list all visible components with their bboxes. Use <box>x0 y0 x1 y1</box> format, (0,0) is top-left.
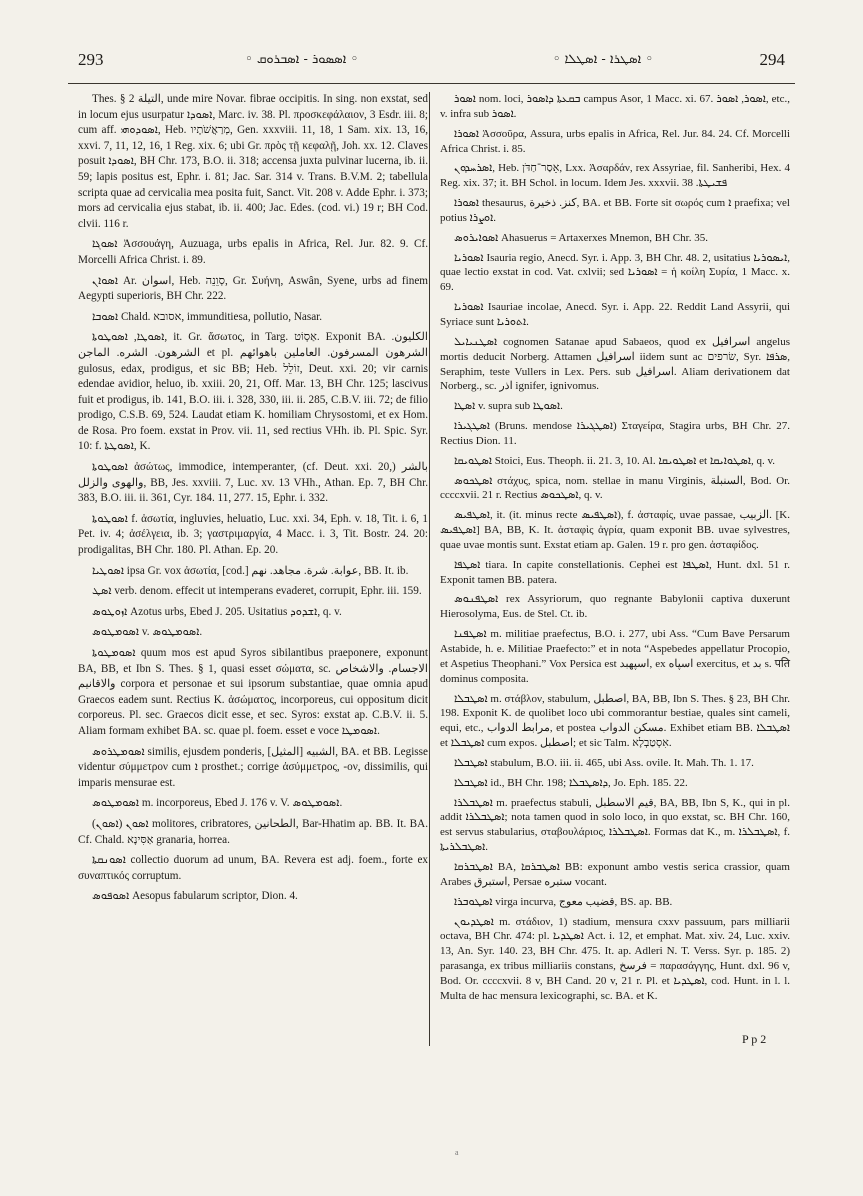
dictionary-entry: ܐܣܘܐܝܪܘܣ Ahasuerus = Artaxerxes Mnemon, BH Chr. 35. <box>454 231 708 244</box>
dictionary-entry: ܐܣܘܡܛܘܣ v. ܐܣܘܡܛܘܣ. <box>92 626 203 639</box>
left-page-number: 293 <box>78 50 104 69</box>
dictionary-entry: ܐܣܘܪܐ thesaurus, ‏كنز. ذخيرة‏, BA. et BB. Forte sit σωρός cum ܐ praefixa; vel potius ܐܘܨܪܐ. <box>440 197 790 224</box>
header-rule <box>68 83 795 84</box>
right-running-head: ◦ ܐܣܛܪܐ - ܐܣܛܠܐ ◦ <box>552 52 653 67</box>
dictionary-entry: ܐܣܘܛܘܬܐ ἀσώτως, immodice, intemperanter, (cf. Deut. xxi. 20,) ‏بالشر والهوى والزلل‏, BB, Jes. xxviii. 7, Luc. xv. 13 VHh., Athan. Ep. 7, BH Chr. 383, B.O. iii. ii. 361, Cyr. 184. 11, 277. 15, Ephr. i. 332. <box>78 461 428 505</box>
dictionary-entry: ܐܣܘܓܐ Ἀσσουάγη, Auzuaga, urbs epalis in Africa, Rel. Jur. 82. 9. Cf. Morcelli Africa Christ. i. 89. <box>78 238 428 266</box>
dictionary-entry: ܐܣܘܡܛܪܘܣ similis, ejusdem ponderis, ‏الشبيه‏ [‏المثيل‏], BA. et BB. Legisse videntur σύμμετρον cum ܐ prosthet.; corrige ἀσύμμετρος, -ον, dissimilis, qui imparis mensurae est. <box>78 745 428 789</box>
dictionary-entry: ܐܣܘܡܛܘܣ m. incorporeus, Ebed J. 176 v. V. ܐܣܘܡܛܘܣ. <box>92 797 343 810</box>
dictionary-entry: ܐܣܛܢܝܐܝܠ cognomen Satanae apud Sabaeos, quod ex ‏اسرافيل‏ angelus mortis deducit Norberg. Attamen ‏اسرافيل‏ iidem sunt ac ‏שׂרפים‏, Syr. ܣܪܦܐ, Seraphim, teste Vullers in Lex. Pers. sub ‏اسرافيل‏. Aliam derivationem dat Norberg., sc. ‏اذر‏ ignifer, ignivomus. <box>440 335 790 393</box>
dictionary-entry: ܐܣܘܐܢ Ar. ‏اسوان‏, Heb. ‏סְוֵנֵה‏, Gr. Συήνη, Aswân, Syene, urbs ad finem Aegypti superioris, BH Chr. 222. <box>78 274 429 303</box>
dictionary-entry: ܐܣܛܦܐ tiara. In capite constellationis. Cephei est ܐܣܛܦܐ, Hunt. dxl. 51 r. Exponit tamen BB. patera. <box>440 558 790 586</box>
dictionary-entry: ܐܣܛܟܘܣ στάχυς, spica, nom. stellae in manu Virginis, ‏السنبلة‏, Bod. Or. ccccxvii. 21 r. Rectius ܐܣܛܟܘܣ, q. v. <box>440 474 791 502</box>
dictionary-entry: ܐܣܘܒܐ Chald. ‏אסובא‏, immunditiesa, pollutio, Nasar. <box>92 310 323 323</box>
dictionary-entry: ܐܙܘܛܘܣ Azotus urbs, Ebed J. 205. Usitatius ܐܫܕܘܕ, q. v. <box>92 605 342 618</box>
dictionary-entry: ܐܣܘܛܝܐ ipsa Gr. vox ἀσωτία, [cod.] ‏عوابة. شرة. مجاهد. نهم‏, BB. It. ib. <box>92 564 409 577</box>
dictionary-entry: ܐܣܛܐ v. supra sub ܐܣܘܛܐ. <box>454 400 563 413</box>
dictionary-entry: ܐܣܛܒܠܐ stabulum, B.O. iii. ii. 465, ubi Ass. ovile. It. Mah. Th. 1. 17. <box>454 756 754 769</box>
dictionary-entry: ܐܣܘܪ nom. loci, ܒܩܥܬܐ ܕܐܣܘܪ campus Asor, 1 Macc. xi. 67. ܐܣܘܪ, ܐܣܘܪ, etc., v. infra sub ܐܣܘܪ. <box>440 93 790 120</box>
right-page-number: 294 <box>759 50 785 69</box>
dictionary-entry: ܐܣܛܘܒܪܐ virga incurva, ‏قضيب معوج‏, BS. ap. BB. <box>454 895 673 908</box>
dictionary-entry: ܐܣܪܚܕܘܢ, Heb. ‏אֵסַר־חַדֹּן‏, Lxx. Ἀσαρδάν, rex Assyriae, fil. Sanheribi, Hex. 4 Reg. xix. 37; it. BH Schol. in locum. Idem Jes. xxxvii. 38 .ܦܫܝܛܬܐ <box>440 162 791 190</box>
left-column <box>78 92 428 910</box>
bottom-mark: a <box>455 1148 459 1157</box>
dictionary-entry: ܐܣܘܡܛܘܬܐ quum mos est apud Syros sibilantibus praeponere, exponunt BA, BB, et Ibn S. Thes. § 1, quasi esset σώματα, sc. ‏الاجسام. والاشخاص والاقانيم‏ corpora et personae et sui ipsorum substantiae, quae omnia apud Graecos eadem sunt. Rectius K. ἀσώματος, incorporeus, cui oppositum dicit corporeus. Pl. sec. Graecos dicit esse, et sec. Syros: exstat ap. C.B.V. ii. 5. Aliam formam exhibet BA. sc. quae pl. foem. esset e voce ܐܣܘܡܛܐ. <box>78 647 428 737</box>
dictionary-entry: ܐܣܛܒܠܐ m. στάβλον, stabulum, ‏اصطبل‏, BA, BB, Ibn S. Thes. § 23, BH Chr. 198. Exponit K. de quolibet loco ubi commorantur bestiae, quales sint cameli, equi, etc., ‏مرابط الدواب‏, et postea ‏مسكن الدواب‏. Exhibet etiam BB. ܐܣܛܒܠܐ et ܐܣܛܒܠܐ cum expos. ‏اصطبل‏; et sic Talm. ‏אִסְטַבְלָא‏. <box>440 692 791 750</box>
dictionary-entry: ܐܣܘܪܐ Ἀσσοῦρα, Assura, urbs epalis in Africa, Rel. Jur. 84. 24. Cf. Morcelli Africa Christ. i. 85. <box>440 127 790 155</box>
dictionary-entry: ܐܣܘܪܝܐ Isauria regio, Anecd. Syr. i. App. 3, BH Chr. 48. 2, usitatius ܐܝܣܘܪܝܐ, quae lectio exstat in cod. Vat. cxlvii; sed ܐܣܘܪܝܐ = ἡ κοίλη Συρία, 1 Macc. x. 69. <box>440 251 790 294</box>
dictionary-entry: ܐܣܘܪܝܐ Isauriae incolae, Anecd. Syr. i. App. 22. Reddit Land Assyrii, qui Syriace sunt ܐܬܘܪܝܐ. <box>440 301 790 328</box>
dictionary-entry: ܐܣܛܒܠܐ id., BH Chr. 198; ܕܐܣܛܒܠܐ, Jo. Eph. 185. 22. <box>454 776 688 789</box>
dictionary-entry: ܐܣܛܦܢܐ m. militiae praefectus, B.O. i. 277, ubi Ass. “Cum Bave Persarum Astabide, h. e. Militiae Praefecto:” et in nota “Aspebedes appellatur Procopio, et Aspetius Theophani.” Vox Persica est ‏اسپهبد‏, ex ‏اسپاه‏ exercitus, et ‏بد‏ s. ‏पति‏ dominus composita. <box>440 628 790 685</box>
dictionary-entry: ܐܣܛܦܢܘܣ rex Assyriorum, quo regnante Babylonii captiva duxerunt Hierosolyma, Eus. de Stel. Ct. ib. <box>440 593 790 621</box>
dictionary-entry: Thes. § 2 ‏التيلة‏, unde mire Novar. fibrae occipitis. In sing. non exstat, sed in locum ejus usurpatur ܐܣܘܕܐ, Marc. iv. 38. Pl. προσκεφάλαιον, 3 Esdr. iii. 8; cum aff. ܐܣܘܕܘܗܝ, Heb. ‏מְרַאֲשֹׁתָיו‏, Gen. xxxviii. 11, 18, 1 Sam. xix. 13, 16, xxvi. 7, 11, 12, 16, 1 Reg. xix. 6; ubi Gr. πρὸς τῇ κεφαλῇ, Joh. xx. 12. Claves posuit ܐܣܘܕܐ, BH Chr. 173, B.O. ii. 318; accensa juxta pulvinar lucerna, ib. ii. 59; lapis positus est, Ephr. i. 81; Jac. Sar. 314 v. Trans. B.V.M. 2; tabellula scripta quae ad cervicalia mea posita fuit, Sanct. Vit. 208 v. Adde Ephr. i. 373; mors ad cervicalia ejus stabat, ib. ii. 400; Jac. Edes. (cod. vi.) 19 r; BH Cod. clvii. 116 r. <box>78 93 428 230</box>
dictionary-entry: ܐܣܘܢܩܬܐ collectio duorum ad unum, BA. Revera est adj. foem., forte ex συναπτικός corruptum. <box>78 854 428 882</box>
dictionary-entry: ܐܣܛܦܝܣ, it. (it. minus recte ܐܣܛܦܝܣ), f. ἀσταφίς, uvae passae, ‏الزبيب‏. [K. ܐܣܛܦܝܣ] BA, BB, K. It. ἀσταφὶς ἀγρία, quam exponit BB. uvae sylvestres, quae uvae montis sunt. Exstat etiam ap. Galen. 19 r. pro gen. ἀσταφίδος. <box>440 509 790 551</box>
dictionary-entry: ܐܣܛܒܠܪܐ m. praefectus stabuli, ‏قيم الاسطبل‏, BA, BB, Ibn S, K., qui in pl. addit ܐܣܛܒܠܪܐ; nota tamen quod in solo loco, in quo exstat, sc. BH Chr. 160, est servus stabularius, σταβουλάριος, ܐܣܛܒܠܪܐ. Formas dat K., m. ܐܣܛܒܠܪܐ, f. ܐܣܛܒܠܪܝܬܐ. <box>440 796 790 854</box>
dictionary-entry: ܐܣܛܕܝܘܢ m. στάδιον, 1) stadium, mensura cxxv passuum, pars milliarii octava, BH Chr. 474: pl. ܐܣܛܕܝܐ Act. i. 12, et emphat. Mat. xiv. 24, Luc. xxiv. 13, An. Syr. 140. 23, BH Chr. 475. It. ap. Adleri N. T. Verss. Syr. p. 185. 2) parasanga, ex tribus milliariis constans, ‏فرسخ‏ = παρασάγγης, Hunt. dxl. 96 v, Bod. Or. ccccxvii. 8 v, BH Cand. 20 v, 21 r. Pl. et ܐܣܛܕܝܐ, cod. Hunt. in l. l. Multa de hac mensura lexicographi, sc. BA. et K. <box>440 915 791 1002</box>
dictionary-entry: ܐܣܘܦܘܣ Aesopus fabularum scriptor, Dion. 4. <box>92 890 298 903</box>
column-divider <box>429 92 430 1046</box>
page-header <box>60 50 803 74</box>
dictionary-entry: ܐܣܛ verb. denom. effecit ut intemperans evaderet, corrupit, Ephr. iii. 159. <box>92 585 422 598</box>
dictionary-entry: ܐܣܘܢ (ܐܣܘܢ) molitores, cribratores, ‏الطحانين‏, Bar-Hhatim ap. BB. It. BA. Cf. Chald. ‏אַסִּינָא‏ granaria, horrea. <box>78 817 429 846</box>
dictionary-entry: ܐܣܛܘܝܩܐ Stoici, Eus. Theoph. ii. 21. 3, 10. Al. ܐܣܛܘܝܩܐ et ܐܣܛܘܐܝܩܐ, q. v. <box>454 454 775 467</box>
signature-mark: P p 2 <box>742 1032 767 1046</box>
dictionary-entry: ܐܣܘܛܐ, ܐܣܘܛܘܬܐ, it. Gr. ἄσωτος, in Targ. ‏אַסְוֹט‏. Exponit BA. ‏الكليون. الشرهون. الشره. الماجن‏ et pl. ‏الشرهون المسرفون. العاملين باهوائهم‏ gulosus, edax, prodigus, et sic BB; Heb. ‏זוֹלֵל‏, Deut. xxi. 20; vir carnis edendae avidior, heluo, ib. xxiii. 20, 21, Off. Mar. 13, BH Chr. 125; lascivus fuit et prodigus, ib. 141, B.O. iii. i. 328, 330, iii. ii. 285, C.B.V. iii. 72; de filio prodigo, C.S.B. 69, 524. Laudat etiam K. homiliam Chrysostomi, et ex Hom. de Rosa. Pro foem. exstat in Prov. vii. 11, sed rectius VHh. ib. Pl. Spic. Syr. 10: f. ܐܣܘܛܬܐ, K. <box>78 331 429 453</box>
left-running-head: ◦ ܐܣܣܘܪ - ܐܣܒܪܘܩ ◦ <box>245 52 359 67</box>
right-column <box>440 92 790 1009</box>
dictionary-entry: ܐܣܛܓܝܪܐ (Bruns. mendose ܐܣܛܓܝܪܐ) Σταγείρα, Stagira urbs, BH Chr. 27. Rectius Dion. 11. <box>440 420 790 447</box>
dictionary-entry: ܐܣܛܒܪܩܐ BA, ܐܣܛܒܪܩܐ BB: exponunt ambo vestis serica crassior, quam Arabes ‏استبرق‏, Persae ‏ستبره‏ vocant. <box>440 860 790 888</box>
dictionary-entry: ܐܣܘܛܘܬܐ f. ἀσωτία, ingluvies, heluatio, Luc. xxi. 34, Eph. v. 18, Tit. i. 6, 1 Pet. iv. 4; ἀσέλγεια, ib. 3; γαστριμαργία, 4 Macc. i. 3, Tit. Bostr. 24. 20: prodigalitas, BH Chr. 180. Pl. Athan. Ep. 20. <box>78 512 428 557</box>
